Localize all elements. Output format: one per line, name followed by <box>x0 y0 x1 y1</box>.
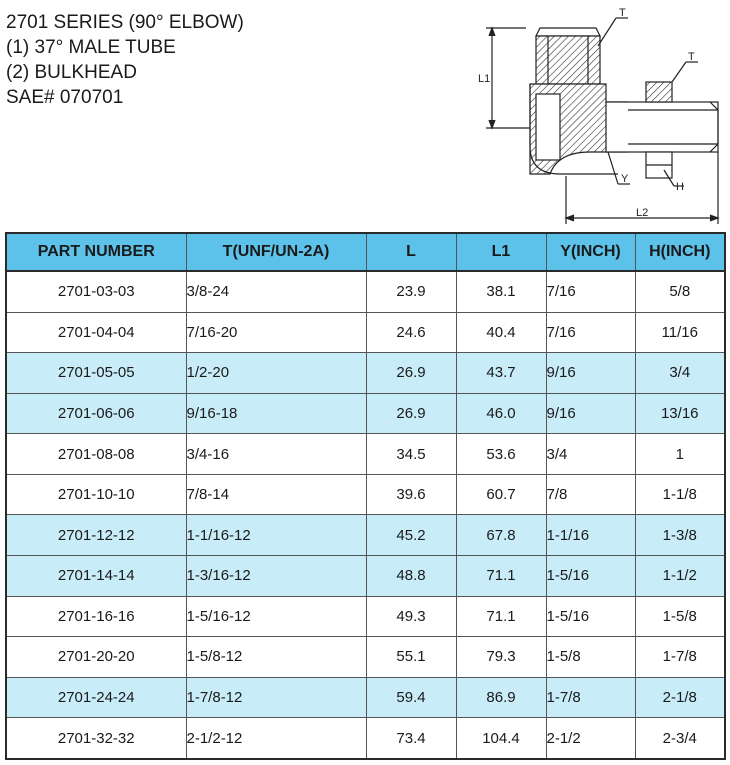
part-number-cell: 2701-24-24 <box>6 677 186 718</box>
thread-cell: 7/16-20 <box>186 312 366 353</box>
part-number-cell: 2701-16-16 <box>6 596 186 637</box>
part-spec-table <box>5 232 726 760</box>
table-row <box>6 596 725 637</box>
y-cell: 1-5/16 <box>546 556 635 597</box>
y-cell: 9/16 <box>546 393 635 434</box>
l1-cell: 67.8 <box>456 515 546 556</box>
h-label: H <box>676 181 684 193</box>
h-cell: 1-5/8 <box>635 596 725 637</box>
y-cell: 2-1/2 <box>546 718 635 759</box>
thread-cell: 1/2-20 <box>186 353 366 394</box>
end-type-1: (1) 37° MALE TUBE <box>6 37 176 58</box>
table-row <box>6 353 725 394</box>
l-cell: 48.8 <box>366 556 456 597</box>
l-cell: 26.9 <box>366 393 456 434</box>
col-header-h: H(INCH) <box>635 233 725 271</box>
col-header-thread: T(UNF/UN-2A) <box>186 233 366 271</box>
l-cell: 45.2 <box>366 515 456 556</box>
part-number-cell: 2701-10-10 <box>6 474 186 515</box>
l-cell: 26.9 <box>366 353 456 394</box>
table-row <box>6 434 725 475</box>
l1-cell: 86.9 <box>456 677 546 718</box>
y-cell: 7/8 <box>546 474 635 515</box>
h-cell: 2-1/8 <box>635 677 725 718</box>
l1-cell: 71.1 <box>456 556 546 597</box>
table-row <box>6 515 725 556</box>
thread-cell: 1-5/16-12 <box>186 596 366 637</box>
y-label: Y <box>621 173 629 185</box>
part-number-cell: 2701-12-12 <box>6 515 186 556</box>
table-row <box>6 677 725 718</box>
part-number-cell: 2701-04-04 <box>6 312 186 353</box>
l1-cell: 53.6 <box>456 434 546 475</box>
l-cell: 59.4 <box>366 677 456 718</box>
h-cell: 11/16 <box>635 312 725 353</box>
l1-cell: 60.7 <box>456 474 546 515</box>
table-header-row <box>6 233 725 271</box>
h-cell: 1-3/8 <box>635 515 725 556</box>
part-number-cell: 2701-32-32 <box>6 718 186 759</box>
col-header-l: L <box>366 233 456 271</box>
y-cell: 1-5/8 <box>546 637 635 678</box>
series-header <box>6 10 244 110</box>
thread-cell: 3/4-16 <box>186 434 366 475</box>
thread-cell: 1-7/8-12 <box>186 677 366 718</box>
table-row <box>6 637 725 678</box>
l1-cell: 46.0 <box>456 393 546 434</box>
l2-label: L2 <box>636 207 649 219</box>
l-cell: 24.6 <box>366 312 456 353</box>
thread-cell: 1-5/8-12 <box>186 637 366 678</box>
l1-cell: 71.1 <box>456 596 546 637</box>
part-number-cell: 2701-14-14 <box>6 556 186 597</box>
series-title: 2701 SERIES (90° ELBOW) <box>6 12 244 33</box>
table-row <box>6 393 725 434</box>
end-type-2: (2) BULKHEAD <box>6 62 137 83</box>
h-cell: 2-3/4 <box>635 718 725 759</box>
l1-cell: 43.7 <box>456 353 546 394</box>
h-cell: 3/4 <box>635 353 725 394</box>
part-number-cell: 2701-05-05 <box>6 353 186 394</box>
table-row <box>6 271 725 312</box>
thread-cell: 1-3/16-12 <box>186 556 366 597</box>
elbow-fitting-drawing <box>478 6 728 228</box>
part-number-cell: 2701-08-08 <box>6 434 186 475</box>
l1-cell: 104.4 <box>456 718 546 759</box>
col-header-l1: L1 <box>456 233 546 271</box>
l-cell: 55.1 <box>366 637 456 678</box>
y-cell: 1-1/16 <box>546 515 635 556</box>
t-label-top: T <box>619 7 626 19</box>
h-cell: 1 <box>635 434 725 475</box>
sae-number: SAE# 070701 <box>6 87 124 108</box>
table-row <box>6 718 725 759</box>
h-cell: 1-7/8 <box>635 637 725 678</box>
h-cell: 5/8 <box>635 271 725 312</box>
part-number-cell: 2701-03-03 <box>6 271 186 312</box>
h-cell: 1-1/8 <box>635 474 725 515</box>
y-cell: 3/4 <box>546 434 635 475</box>
table-row <box>6 556 725 597</box>
y-cell: 7/16 <box>546 271 635 312</box>
l-cell: 34.5 <box>366 434 456 475</box>
thread-cell: 2-1/2-12 <box>186 718 366 759</box>
t-label-right: T <box>688 51 695 63</box>
table-row <box>6 474 725 515</box>
h-cell: 1-1/2 <box>635 556 725 597</box>
table-row <box>6 312 725 353</box>
part-number-cell: 2701-20-20 <box>6 637 186 678</box>
h-cell: 13/16 <box>635 393 725 434</box>
l-cell: 23.9 <box>366 271 456 312</box>
part-number-cell: 2701-06-06 <box>6 393 186 434</box>
y-cell: 9/16 <box>546 353 635 394</box>
y-cell: 1-5/16 <box>546 596 635 637</box>
thread-cell: 7/8-14 <box>186 474 366 515</box>
l1-cell: 38.1 <box>456 271 546 312</box>
thread-cell: 3/8-24 <box>186 271 366 312</box>
thread-cell: 9/16-18 <box>186 393 366 434</box>
col-header-y: Y(INCH) <box>546 233 635 271</box>
col-header-part-number: PART NUMBER <box>6 233 186 271</box>
l-cell: 73.4 <box>366 718 456 759</box>
y-cell: 1-7/8 <box>546 677 635 718</box>
thread-cell: 1-1/16-12 <box>186 515 366 556</box>
y-cell: 7/16 <box>546 312 635 353</box>
l-cell: 49.3 <box>366 596 456 637</box>
l-cell: 39.6 <box>366 474 456 515</box>
l1-label: L1 <box>478 73 491 85</box>
l1-cell: 79.3 <box>456 637 546 678</box>
l1-cell: 40.4 <box>456 312 546 353</box>
